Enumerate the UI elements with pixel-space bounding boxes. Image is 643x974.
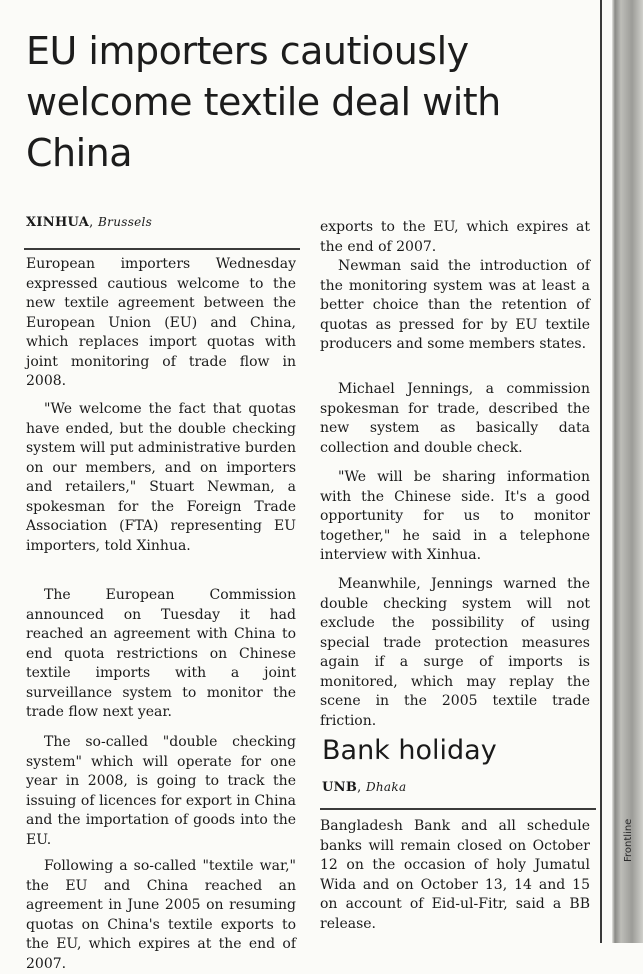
article-paragraph-8: "We will be sharing information with the Chinese side. It's a good opportunity for us to monitor together," he said in a telephone interview with Xinhua. [320,469,590,563]
article-paragraph-3: The European Commission announced on Tuesday it had reached an agreement with China to end quota restrictions on Chinese textile imports with a joint surveillance system to monitor the trade flow next year. [26,587,296,720]
article-paragraph-6: Newman said the introduction of the monitoring system was at least a better choice than the retention of quotas as pressed for by EU textile producers and some members states. [320,258,590,352]
article-paragraph-7: Michael Jennings, a commission spokesman for trade, described the new system as basically data collection and double check. [320,381,590,456]
main-byline-rule [24,248,300,250]
brief-byline-source: UNB [322,780,358,795]
page-gutter [612,0,643,943]
main-byline-place: Brussels [98,215,153,229]
brief-byline-place: Dhaka [365,780,407,794]
main-byline: XINHUA, Brussels [26,215,153,230]
brief-headline: Bank holiday [322,735,497,766]
margin-label: Frontline [623,818,634,862]
brief-byline-rule [320,808,596,810]
article-paragraph-4: The so-called "double checking system" which will operate for one year in 2008, is going to track the issuing of licences for export in China and the importation of goods into the EU. [26,734,296,848]
article-paragraph-1: European importers Wednesday expressed cautious welcome to the new textile agreement between the European Union (EU) and China, which replaces import quotas with joint monitoring of trade flow in 2008. [26,256,296,389]
article-paragraph-5-continued: exports to the EU, which expires at the end of 2007. [320,219,590,255]
article-paragraph-9: Meanwhile, Jennings warned the double checking system will not exclude the possibility of using special trade protection measures again if a surge of imports is monitored, which may replay the scene in the 2005 textile trade friction. [320,576,590,729]
article-paragraph-5-start: Following a so-called "textile war," the EU and China reached an agreement in June 2005 on resuming quotas on China's textile exports to the EU, which expires at the end of 2007. [26,858,296,972]
column-rule [600,0,602,943]
main-headline: EU importers cautiously welcome textile deal with China [26,29,501,175]
main-byline-source: XINHUA [26,215,90,230]
brief-paragraph: Bangladesh Bank and all schedule banks will remain closed on October 12 on the occasion of holy Jumatul Wida and on October 13, 14 and 15 on account of Eid-ul-Fitr, said a BB release. [320,818,590,932]
article-paragraph-2: "We welcome the fact that quotas have ended, but the double checking system will put administrative burden on our members, and on importers and retailers," Stuart Newman, a spokesman for the Foreign Trade Association (FTA) representing EU importers, told Xinhua. [26,401,296,554]
brief-byline: UNB, Dhaka [322,780,407,795]
